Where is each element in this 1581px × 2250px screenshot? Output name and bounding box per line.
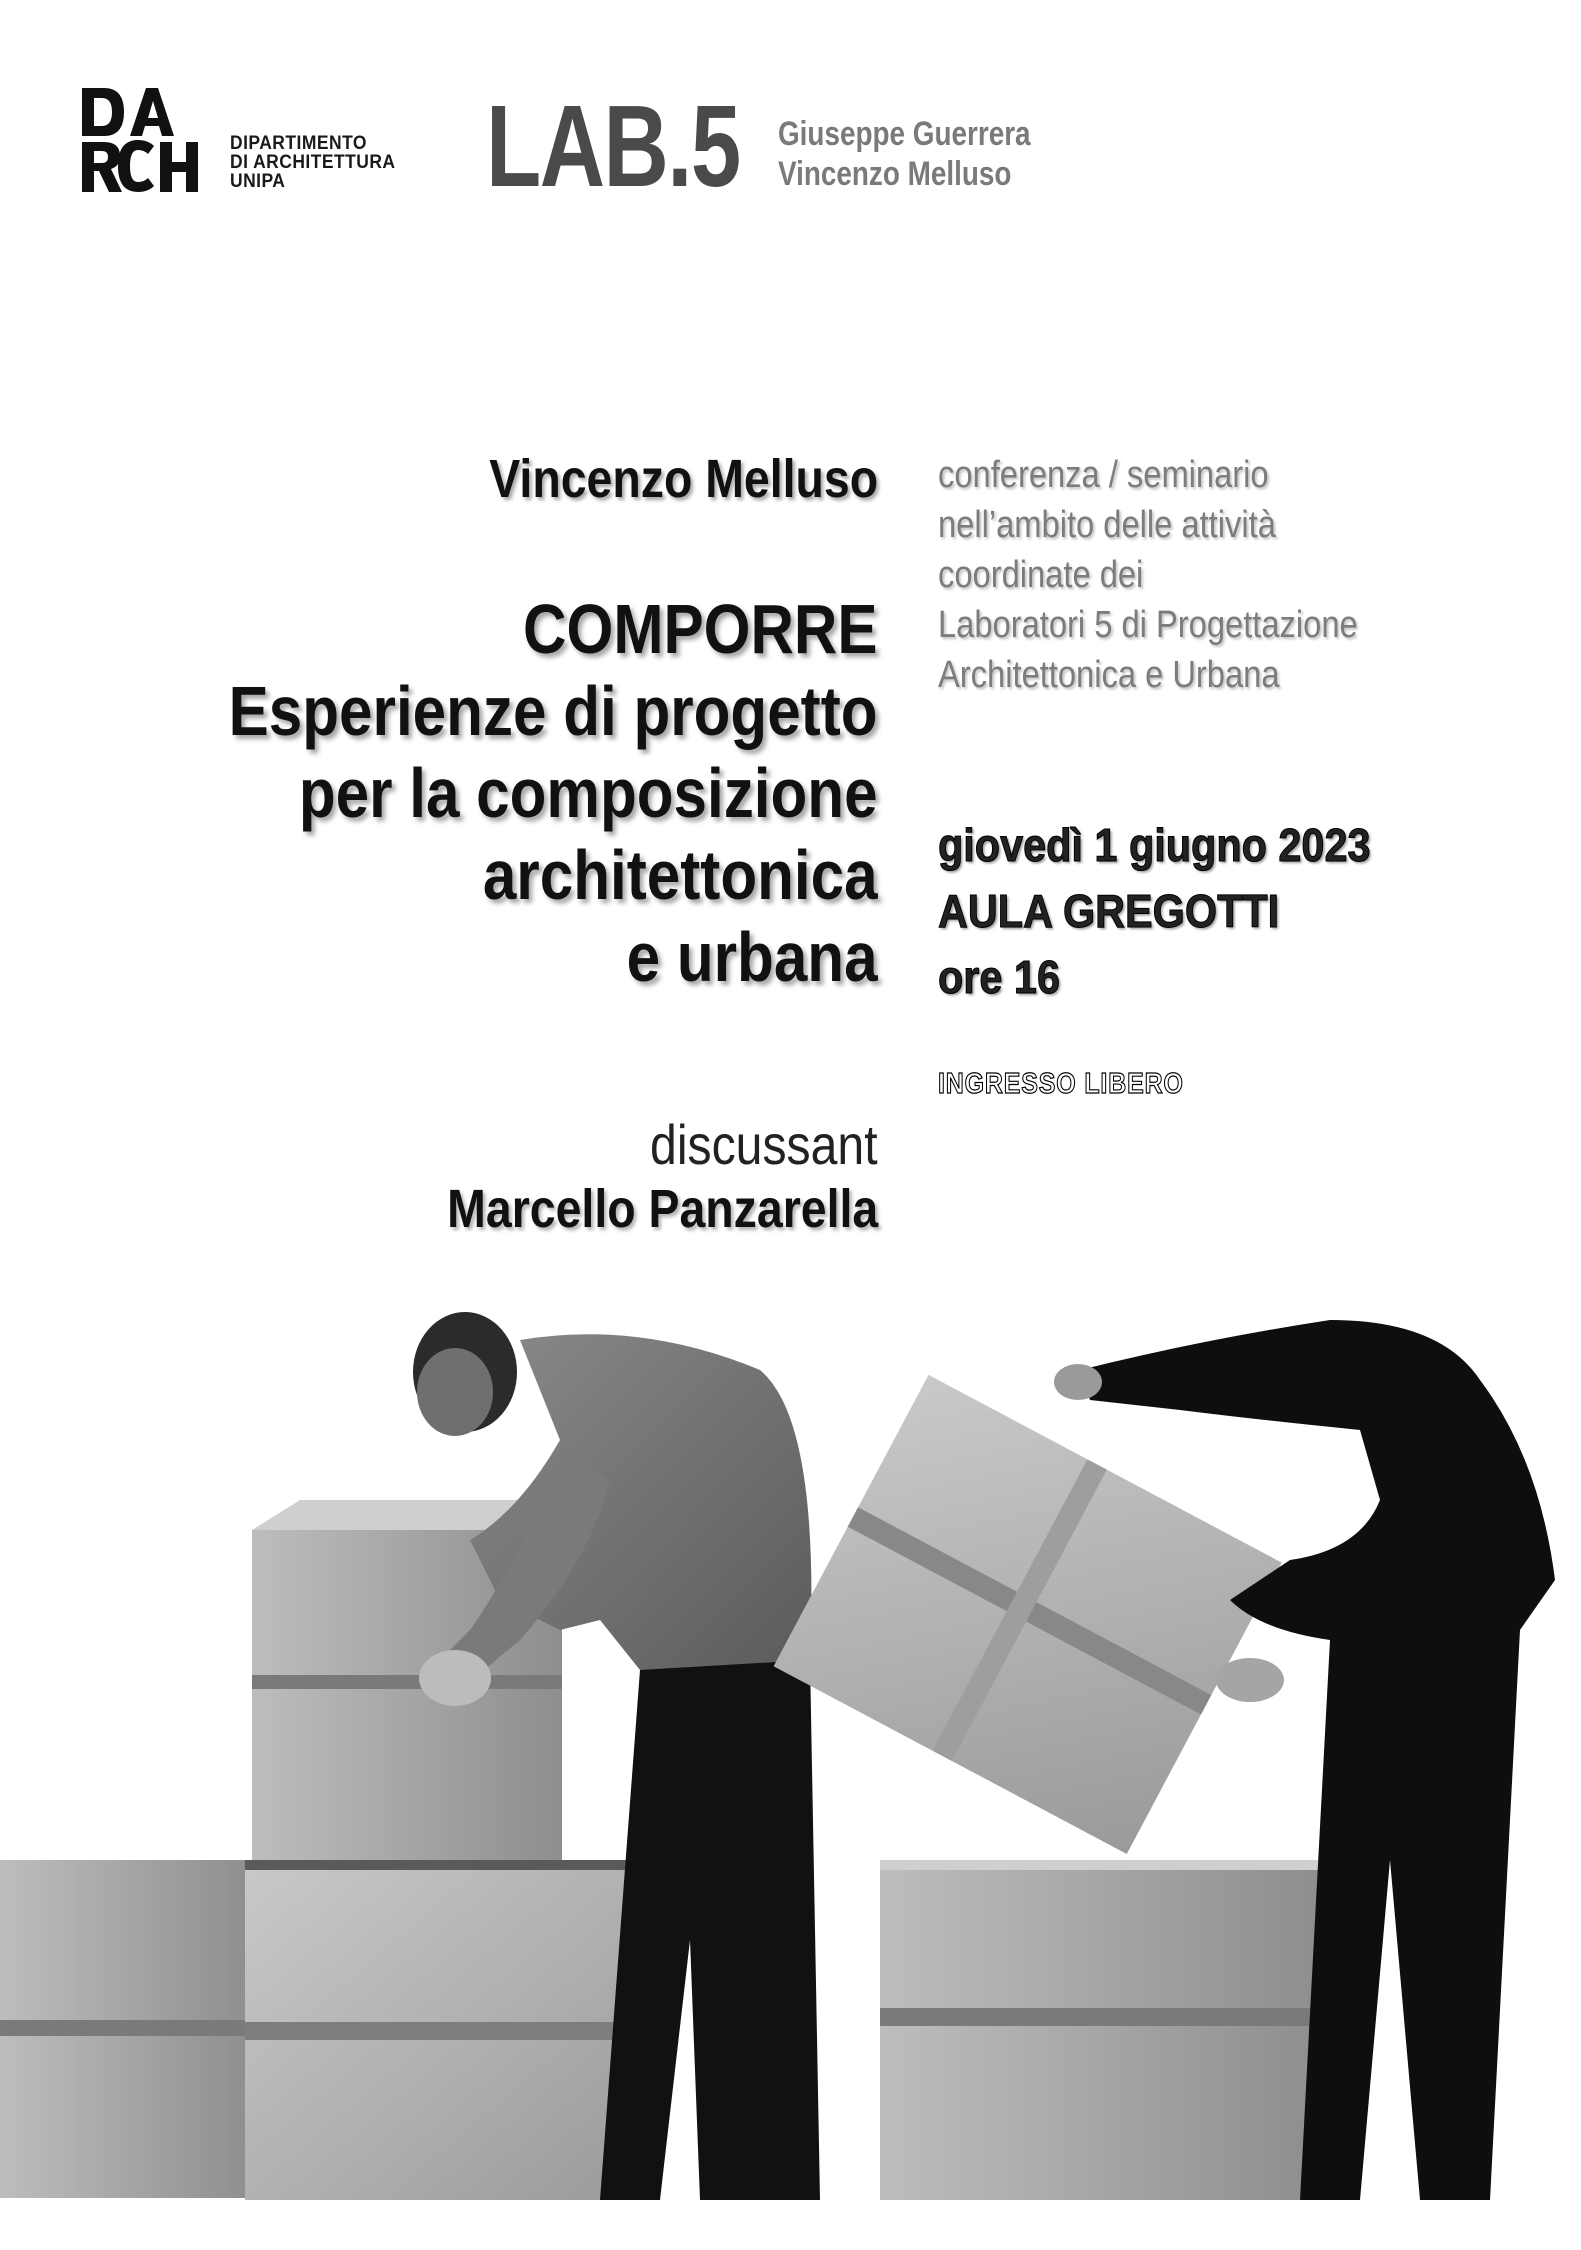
event-details [938, 812, 1371, 1010]
title-line: COMPORRE [523, 590, 878, 668]
department-line: UNIPA [230, 171, 286, 192]
description-line: nell’ambito delle attività [938, 504, 1276, 546]
lab-title: LAB.5 [486, 81, 740, 211]
darch-logo-mark [80, 84, 206, 194]
event-description [938, 450, 1358, 700]
title-line: architettonica [483, 836, 878, 914]
event-time: ore 16 [938, 951, 1060, 1003]
box-bottom-center [245, 1860, 645, 2200]
title-line: Esperienze di progetto [229, 672, 878, 750]
description-line: Architettonica e Urbana [938, 654, 1280, 696]
photo-illustration [0, 1300, 1581, 2200]
department-line: DI ARCHITETTURA [230, 152, 396, 173]
lab-coordinators [778, 114, 1031, 194]
event-room: AULA GREGOTTI [938, 885, 1280, 937]
title-line: e urbana [627, 918, 878, 996]
discussant-label: discussant [650, 1113, 878, 1176]
box-bottom-left [0, 1860, 255, 2198]
lab-coordinator-name: Giuseppe Guerrera [778, 115, 1031, 153]
people-lifting-boxes-photo [0, 1300, 1581, 2200]
description-line: coordinate dei [938, 554, 1144, 596]
discussant-name: Marcello Panzarella [446, 1179, 878, 1239]
lab-coordinator-name: Vincenzo Melluso [778, 155, 1012, 193]
box-bottom-right [880, 1860, 1320, 2200]
description-line: conferenza / seminario [938, 454, 1269, 496]
event-title [229, 588, 878, 998]
title-line: per la composizione [299, 754, 878, 832]
event-date: giovedì 1 giugno 2023 [938, 819, 1371, 871]
department-line: DIPARTIMENTO [230, 133, 367, 154]
entry-note: INGRESSO LIBERO [938, 1068, 1184, 1100]
department-name [230, 134, 396, 191]
darch-logo-icon [80, 84, 206, 194]
speaker-name: Vincenzo Melluso [489, 449, 878, 509]
description-line: Laboratori 5 di Progettazione [938, 604, 1358, 646]
box-tilted [774, 1375, 1282, 1854]
